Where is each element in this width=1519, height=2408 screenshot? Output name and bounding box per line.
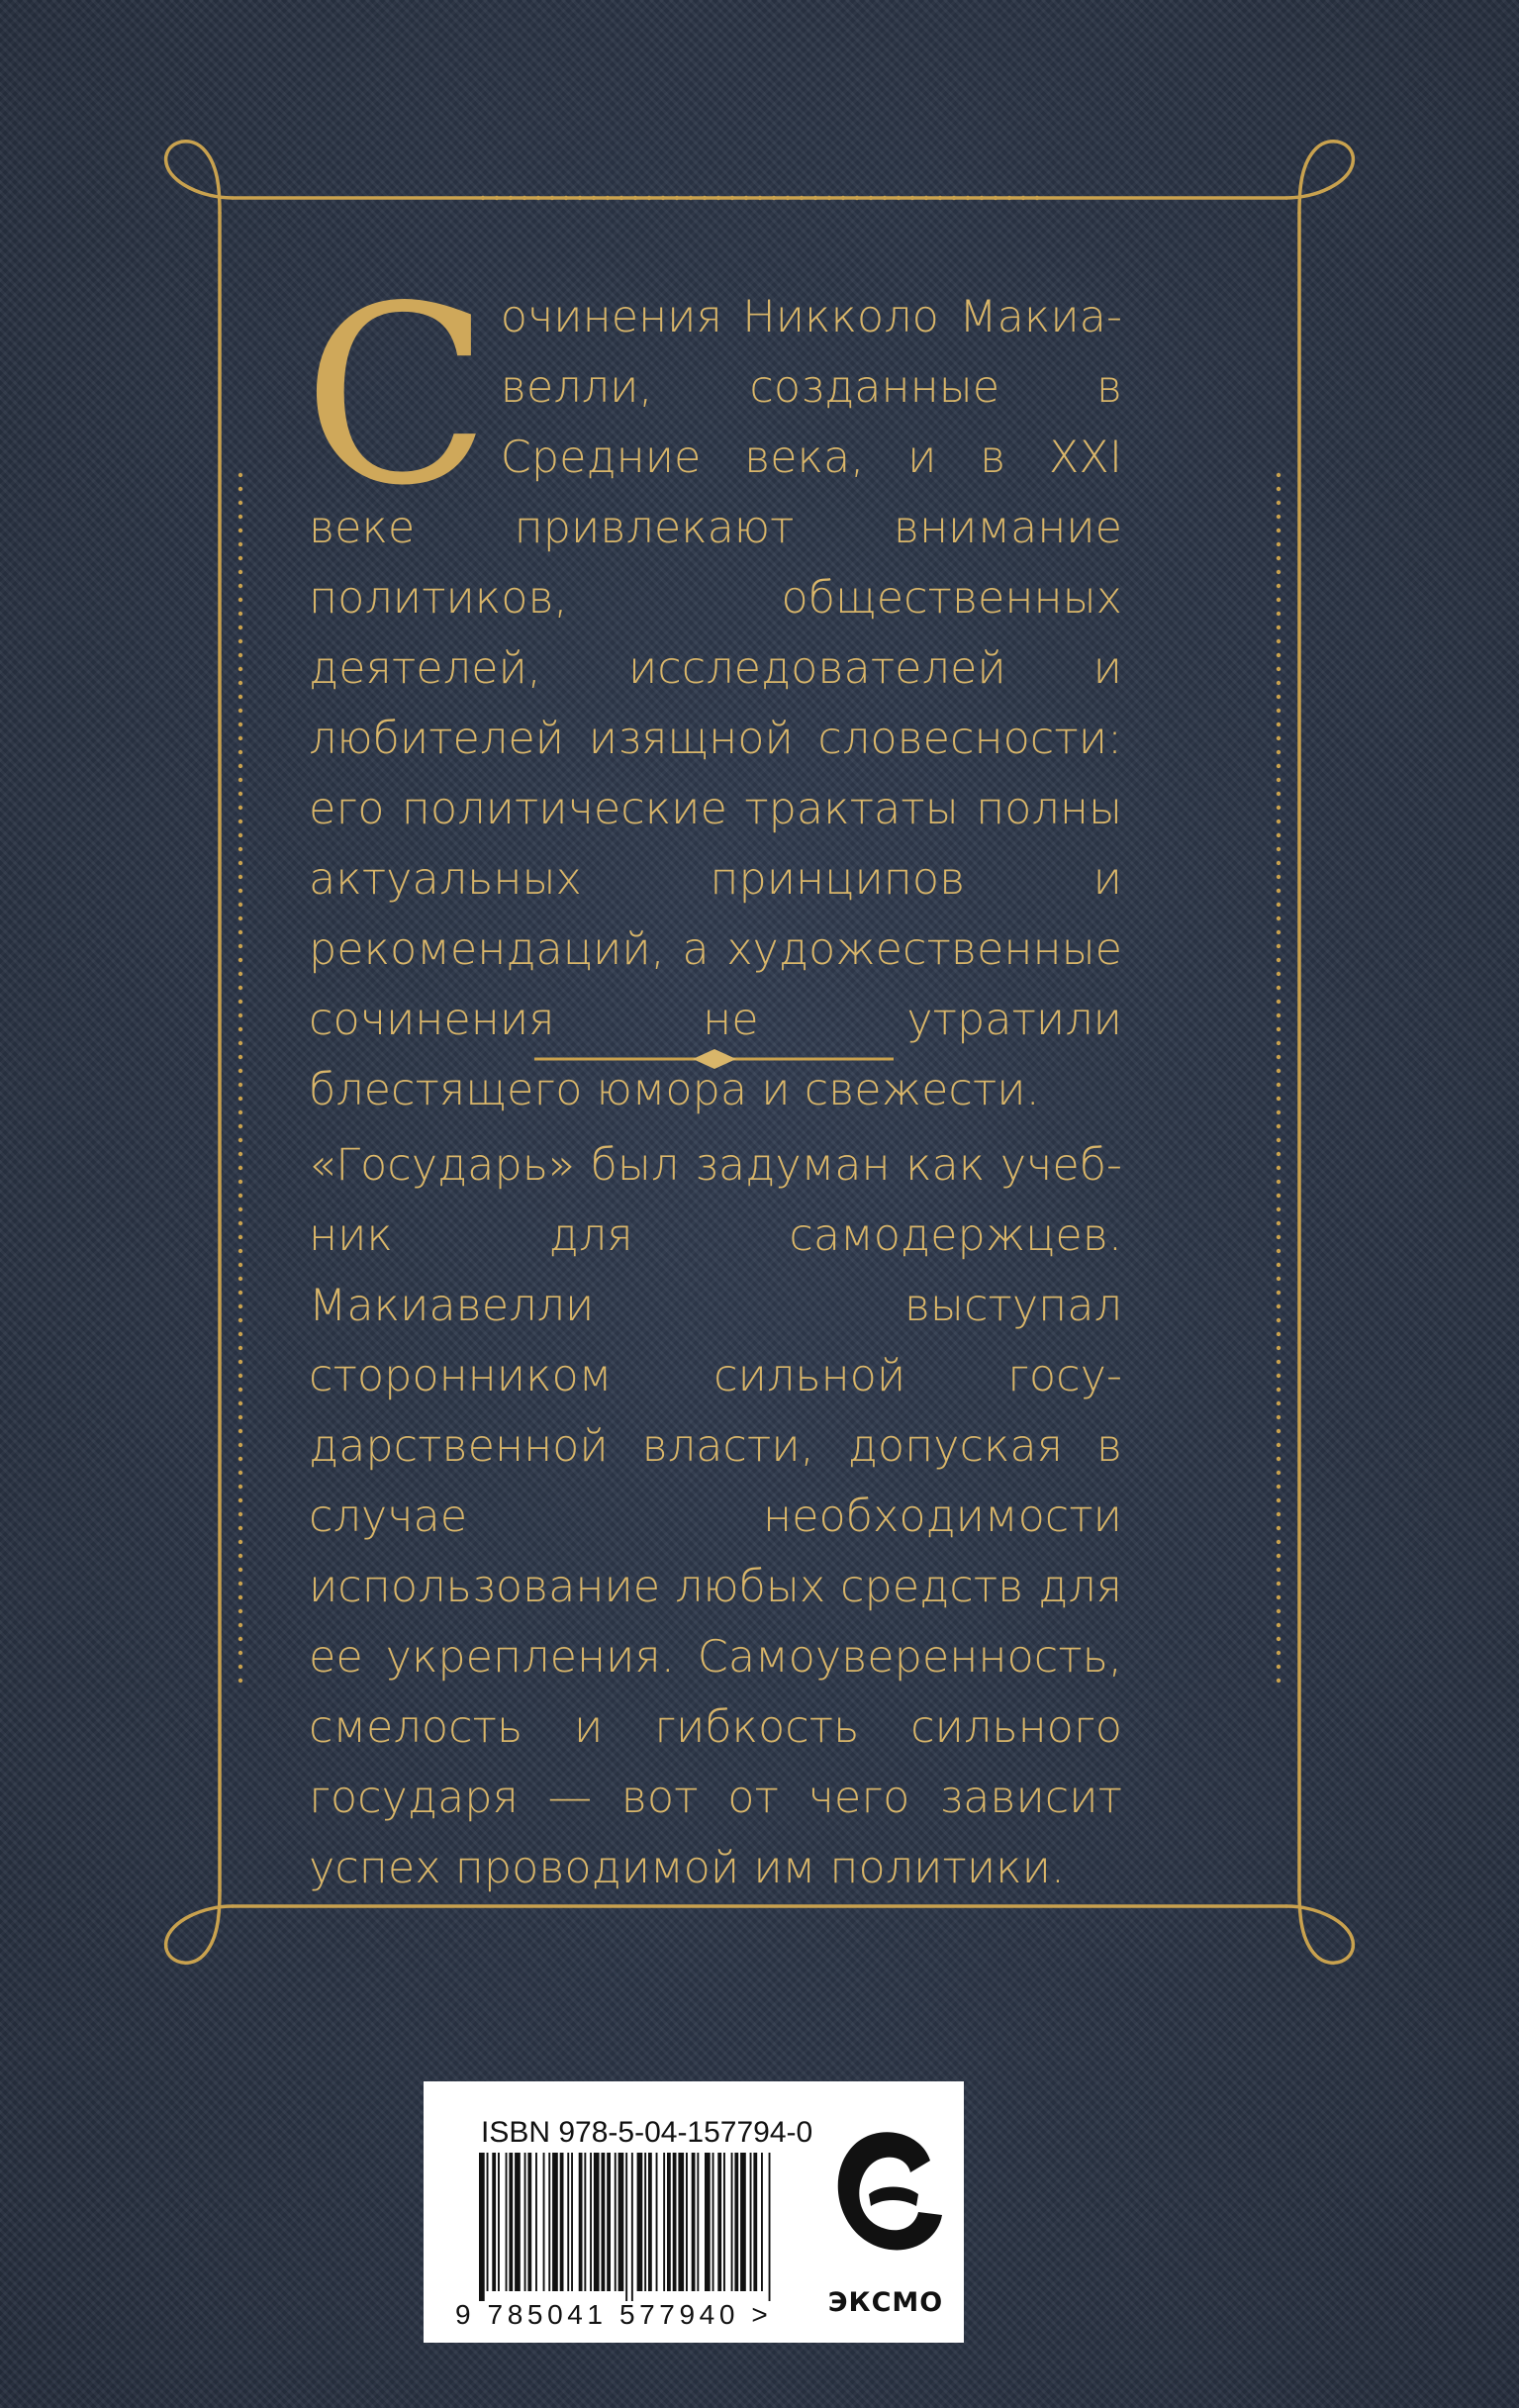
description-paragraph-2: «Государь» был задуман как учебник для самодержцев. Макиавелли выступал сторонником сильной государственной власти, допуская в случае необходимости использование любых средств для ее укрепления. Самоуверенность, смелость и гибкость сильного государя — вот от чего зависит успех проводимой им политики. (309, 1140, 1122, 1893)
drop-cap: С (303, 254, 491, 539)
isbn-label: ISBN 978-5-04-157794-0 (481, 2116, 813, 2149)
publisher-name: ЭКСМО (827, 2287, 944, 2318)
paragraph-1-text: очинения Никколо Макиавелли, созданные в Средние века, и в XXI веке привлекают внимание политиков, общественных деятелей, исследователей и любителей изящной словесности: его политические трактаты полны актуальных принципов и рекомендаций, а художественные сочинения не утратили блестящего юмора и свежести. (309, 292, 1122, 1115)
eksmo-logo-icon (811, 2111, 960, 2279)
barcode-digits: 9 785041 577940 > (455, 2299, 773, 2330)
barcode-icon (475, 2153, 782, 2301)
description-paragraph-1 (303, 254, 1122, 1125)
barcode-panel (424, 2081, 964, 2343)
